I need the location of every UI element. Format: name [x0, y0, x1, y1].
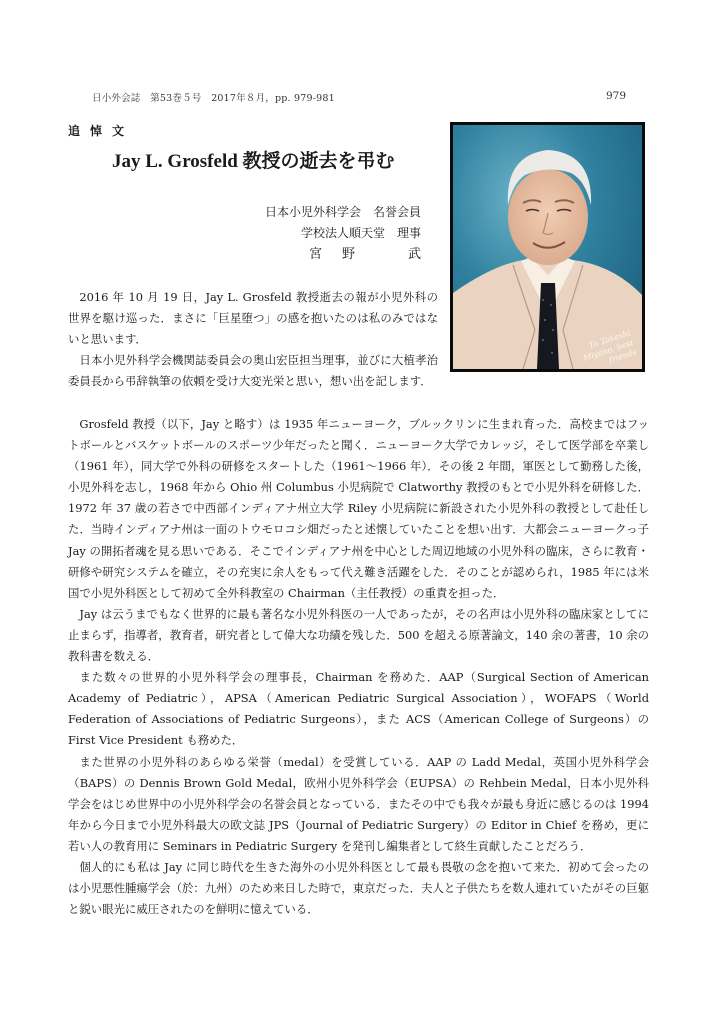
- page-number: 979: [606, 90, 627, 102]
- running-head: 日小外会誌 第53巻５号 2017年８月，pp. 979-981: [92, 93, 335, 104]
- paragraph: 2016 年 10 月 19 日，Jay L. Grosfeld 教授逝去の報が小児外科の世界を駆け巡った．まさに「巨星堕つ」の感を抱いたのは私のみではないと思います．: [68, 290, 438, 347]
- body-column-narrow: [68, 287, 438, 392]
- section-label: 追悼文: [68, 124, 135, 138]
- paragraph: また世界の小児外科のあらゆる栄誉（medal）を受賞している．AAP の Ladd Medal，英国小児外科学会（BAPS）の Dennis Brown Gold Medal，欧州小児外科学会（EUPSA）の Rehbein Medal，日本小児外科学会をはじめ世界中の小児外科学会の名誉会員となっている．またその中でも我々が最も身近に感じるのは 1994 年から今日まで小児外科最大の欧文誌 JPS（Journal of Pediatric Surgery）の Editor in Chief を務め，更に若い人の教育用に Seminars in Pediatric Surgery を発刊し編集者として終生貢献したことだろう．: [68, 754, 649, 853]
- author-name: 宮野 武: [308, 247, 441, 262]
- author-affiliation: 学校法人順天堂 理事: [300, 226, 421, 240]
- paragraph: Jay は云うまでもなく世界的に最も著名な小児外科医の一人であったが，その名声は小児外科の臨床家としてに止まらず，指導者，教育者，研究者として偉大な功績を残した．500 を超える原著論文，140 余の著書，10 余の教科書を数える．: [68, 606, 649, 664]
- paragraph: また数々の世界的小児外科学会の理事長，Chairman を務めた．AAP（Surgical Section of American Academy of Pediatric），APSA（American Pediatric Surgical Association），WOFAPS（World Federation of Associations of Pediatric Surgeons），また ACS（American College of Surgeons）の First Vice President も務めた．: [68, 670, 649, 748]
- paragraph: 日本小児外科学会機関誌委員会の奥山宏臣担当理事，並びに大植孝治委員長から弔辞執筆の依頼を受け大変光栄と思い，想い出を記します．: [68, 353, 438, 389]
- portrait-photo: [450, 122, 645, 372]
- face: [508, 169, 588, 265]
- author-block: [264, 202, 441, 265]
- photo-inscription: To Takeshi Miyano, best friends: [582, 328, 638, 365]
- paragraph: Grosfeld 教授（以下，Jay と略す）は 1935 年ニューヨーク，ブルックリンに生まれ育った．高校まではフットボールとバスケットボールのスポーツ少年だったと聞く．ニューヨーク大学でカレッジ，そして医学部を卒業し（1961 年），同大学で外科の研修をスタートした（1961～1966 年）．その後 2 年間，軍医として勤務した後，小児外科を志し，1968 年から Ohio 州 Columbus 小児病院で Clatworthy 教授のもとで小児外科を研修した．1972 年 37 歳の若さで中西部インディアナ州立大学 Riley 小児病院に新設された小児外科の教授として赴任した．当時インディアナ州は一面のトウモロコシ畑だったと述懐していたことを想い出す．大都会ニューヨークっ子 Jay の開拓者魂を見る思いである．そこでインディアナ州を中心とした周辺地域の小児外科の臨床，さらに教育・研修や研究システムを確立，その充実に余人をもって代え難き活躍をした．そのことが認められ，1985 年には米国で小児外科医として初めて全外科教室の Chairman（主任教授）の重責を担った．: [68, 417, 649, 600]
- paragraph: 個人的にも私は Jay に同じ時代を生きた海外の小児外科医として最も畏敬の念を抱いて来た．初めて会ったのは小児悪性腫瘍学会（於：九州）のため来日した時で，東京だった．夫人と子供たちを数人連れていたがその巨躯と鋭い眼光に威圧されたのを鮮明に憶えている．: [68, 859, 649, 917]
- article-title: Jay L. Grosfeld 教授の逝去を弔む: [112, 151, 395, 172]
- author-affiliation: 日本小児外科学会 名誉会員: [264, 205, 421, 219]
- body-column-wide: [68, 414, 649, 920]
